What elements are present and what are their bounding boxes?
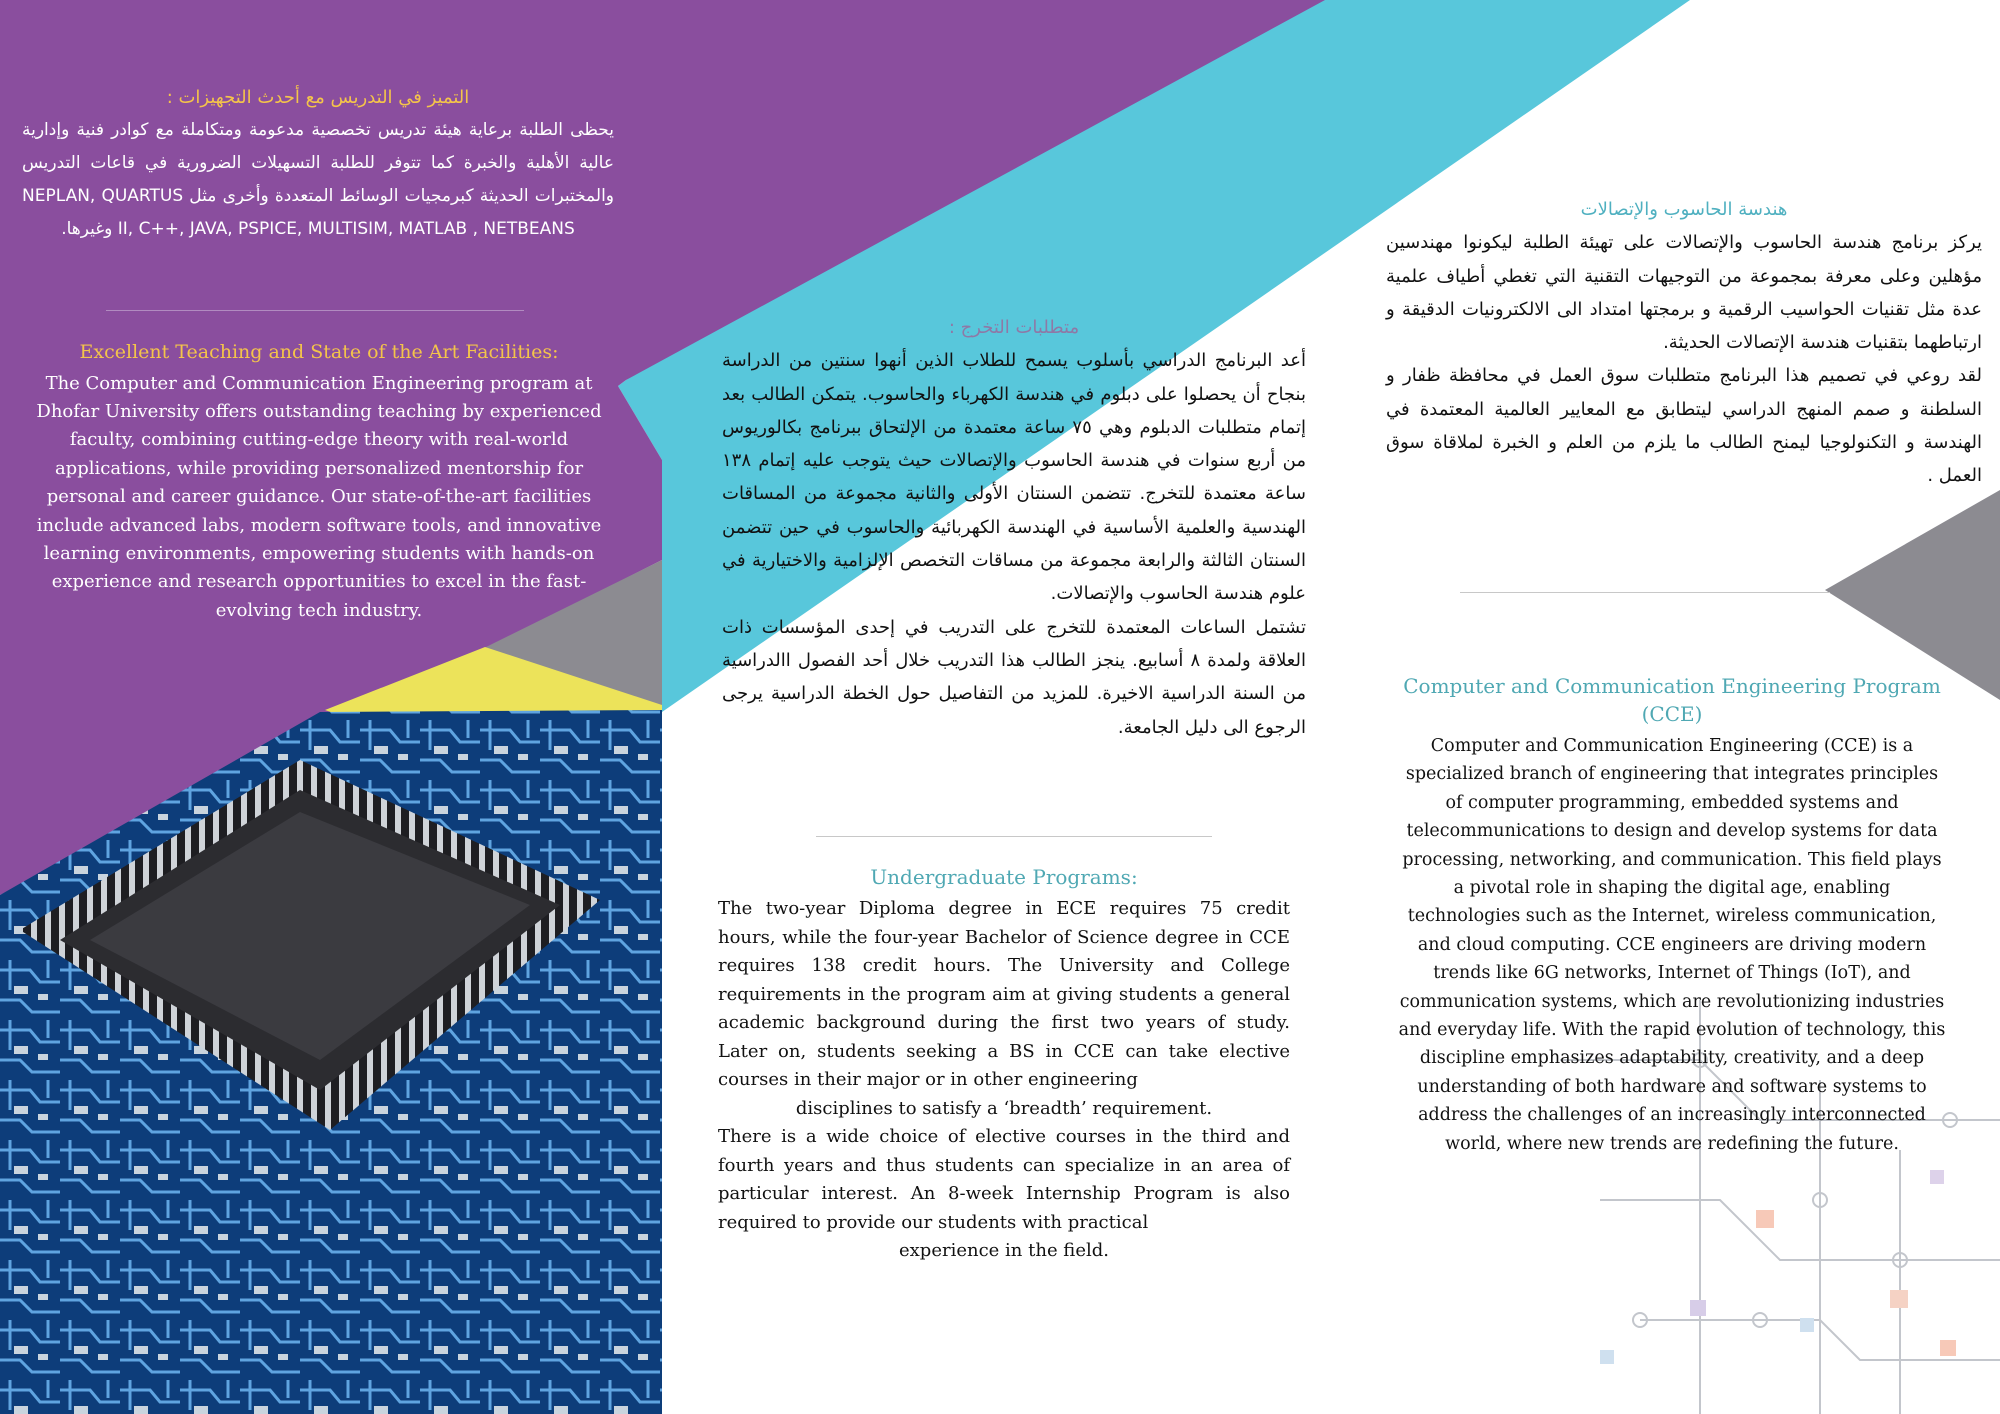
right-arabic-body-2: لقد روعي في تصميم هذا البرنامج متطلبات سوق العمل في محافظة ظفار و السلطنة و صمم المنهج الدراسي ليتطابق مع المعايير العالمية المعتمدة في الهندسة و التكنولوجيا ليمنح الطالب ما يلزم من العلم و الخبرة لملاقاة سوق العمل . xyxy=(1386,365,1982,487)
left-arabic-heading: التميز في التدريس مع أحدث التجهيزات : xyxy=(166,87,470,108)
right-english-body: Computer and Communication Engineering (CCE) is a specialized branch of engineering that integrates principles of computer programming, embedded systems and telecommunications to design and develop systems for data processing, networking, and communication. This field plays a pivotal role in shaping the digital age, enabling technologies such as the Internet, wireless communication, and cloud computing. CCE engineers are driving modern trends like 6G networks, Internet of Things (IoT), and communication systems, which are revolutionizing industries and everyday life. With the rapid evolution of technology, this discipline emphasizes adaptability, creativity, and a deep understanding of both hardware and software systems to address the challenges of an increasingly interconnected world, where new trends are redefining the future. xyxy=(1398,736,1946,1154)
right-divider xyxy=(1460,592,1830,593)
right-arabic-section xyxy=(1386,198,1982,493)
middle-arabic-section xyxy=(722,316,1306,744)
left-english-heading: Excellent Teaching and State of the Art Facilities: xyxy=(79,341,559,363)
middle-english-body-2: There is a wide choice of elective courses in the third and fourth years and thus students can specialize in an area of particular interest. An 8-week Internship Program is also required to provide our students with practical xyxy=(718,1126,1290,1233)
middle-english-body-1: The two-year Diploma degree in ECE requires 75 credit hours, while the four-year Bachelor of Science degree in CCE requires 138 credit hours. The University and College requirements in the program aim at giving students a general academic background during the first two years of study. Later on, students seeking a BS in CCE can take elective courses in their major or in other engineering xyxy=(718,898,1290,1090)
right-english-section xyxy=(1396,672,1948,1158)
middle-divider xyxy=(816,836,1212,837)
middle-english-body-2-last: experience in the field. xyxy=(899,1240,1109,1261)
gray-triangle-right xyxy=(1825,490,2000,700)
left-arabic-section xyxy=(22,86,614,246)
left-arabic-body: يحظى الطلبة برعاية هيئة تدريس تخصصية مدعومة ومتكاملة مع كوادر فنية وإدارية عالية الأهلية والخبرة كما تتوفر للطلبة التسهيلات الضرورية في قاعات التدريس والمختبرات الحديثة كبرمجيات الوسائط المتعددة وأخرى مثل NEPLAN, QUARTUS II, C++, JAVA, PSPICE, MULTISIM, MATLAB , NETBEANS وغيرها. xyxy=(22,120,615,240)
right-arabic-body-1: يركز برنامج هندسة الحاسوب والإتصالات على تهيئة الطلبة ليكونوا مهندسين مؤهلين وعلى معرفة بمجموعة من التوجيهات التقنية التي تغطي أطياف علمية عدة مثل تقنيات الحواسيب الرقمية و برمجتها امتداد الى الالكترونيات الدقيقة و ارتباطهما بتقنيات هندسة الإتصالات الحديثة. xyxy=(1386,232,1982,354)
right-english-heading: Computer and Communication Engineering Program (CCE) xyxy=(1403,674,1941,726)
left-english-section xyxy=(28,340,610,625)
middle-arabic-heading: متطلبات التخرج : xyxy=(948,317,1080,338)
right-arabic-heading: هندسة الحاسوب والإتصالات xyxy=(1580,199,1788,220)
middle-arabic-body-1: أعد البرنامج الدراسي بأسلوب يسمح للطلاب الذين أنهوا سنتين من الدراسة بنجاح أن يحصلوا على دبلوم في هندسة الكهرباء والحاسوب. يتمكن الطالب بعد إتمام متطلبات الدبلوم وهي ٧٥ ساعة معتمدة من الإلتحاق ببرنامج بكالوريوس من أربع سنوات في هندسة الحاسوب والإتصالات حيث يتوجب عليه إتمام ١٣٨ ساعة معتمدة للتخرج. تتضمن السنتان الأولى والثانية مجموعة من المساقات الهندسية والعلمية الأساسية في الهندسة الكهربائية والحاسوب في حين تتضمن السنتان الثالثة والرابعة مجموعة من مساقات التخصص الإلزامية والاختيارية في علوم هندسة الحاسوب والإتصالات. xyxy=(722,350,1307,605)
middle-arabic-body-2: تشتمل الساعات المعتمدة للتخرج على التدريب في إحدى المؤسسات ذات العلاقة ولمدة ٨ أسابيع. ينجز الطالب هذا التدريب خلال أحد الفصول االدراسية من السنة الدراسية الاخيرة. للمزيد من التفاصيل حول الخطة الدراسية يرجى الرجوع الى دليل الجامعة. xyxy=(722,616,1306,738)
left-english-body: The Computer and Communication Engineering program at Dhofar University offers outstanding teaching by experienced faculty, combining cutting-edge theory with real-world applications, while providing personalized mentorship for personal and career guidance. Our state-of-the-art facilities include advanced labs, modern software tools, and innovative learning environments, empowering students with hands-on experience and research opportunities to excel in the fast-evolving tech industry. xyxy=(36,372,602,621)
left-divider xyxy=(106,310,524,311)
middle-english-section xyxy=(718,864,1290,1266)
middle-english-body-1-last: disciplines to satisfy a ‘breadth’ requirement. xyxy=(795,1097,1213,1119)
middle-english-heading: Undergraduate Programs: xyxy=(870,865,1138,889)
